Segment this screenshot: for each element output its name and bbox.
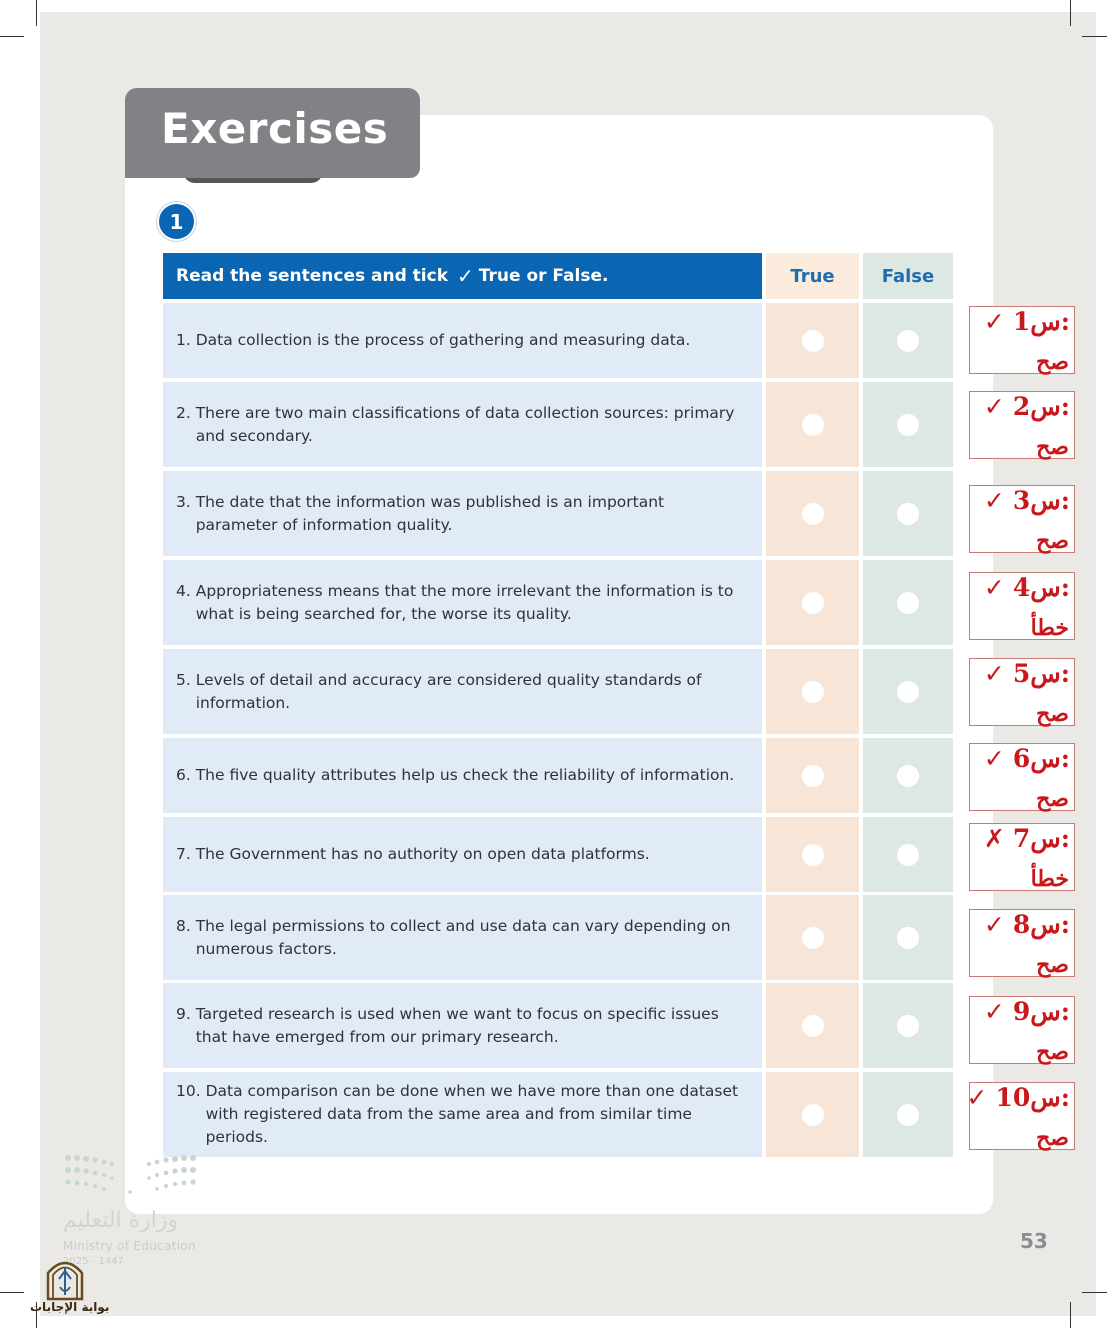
question-statement: The five quality attributes help us check the reliability of information. [195, 766, 735, 784]
question-cell [163, 895, 762, 980]
instruction-text-end: True or False. [478, 266, 609, 286]
answer-label: س3: [1012, 486, 1070, 515]
question-number: 7. [176, 845, 196, 863]
question-statement: The legal permissions to collect and use data can vary depending on numerous factors. [195, 916, 731, 958]
question-row [163, 1072, 953, 1157]
false-cell [863, 382, 953, 467]
false-cell [863, 983, 953, 1068]
crop-mark [0, 1292, 24, 1293]
answer-header [984, 744, 1070, 773]
true-cell [766, 738, 859, 813]
answer-mark-icon: ✓ [983, 392, 1005, 421]
false-radio[interactable] [897, 1104, 919, 1126]
crop-mark [0, 36, 24, 37]
question-cell [163, 649, 762, 734]
true-cell [766, 817, 859, 892]
false-radio[interactable] [897, 681, 919, 703]
answer-header [984, 573, 1070, 602]
ministry-name-arabic: وزارة التعليم [63, 1208, 179, 1233]
question-statement: Data collection is the process of gathering and measuring data. [195, 331, 691, 349]
answer-header [984, 997, 1070, 1026]
true-column-header: True [766, 253, 859, 299]
question-text [176, 1080, 751, 1149]
false-cell [863, 303, 953, 378]
question-number: 3. [176, 492, 196, 511]
false-cell [863, 649, 953, 734]
false-radio[interactable] [897, 330, 919, 352]
false-radio[interactable] [897, 927, 919, 949]
instruction-header [163, 253, 762, 299]
answer-word: صح [1036, 1039, 1069, 1065]
true-cell [766, 303, 859, 378]
true-cell [766, 895, 859, 980]
answer-word: خطأ [1030, 615, 1069, 641]
answer-header [984, 910, 1070, 939]
question-statement: The Government has no authority on open data platforms. [195, 845, 650, 863]
question-row [163, 303, 953, 378]
question-row [163, 983, 953, 1068]
question-statement: The date that the information was published is an important parameter of information quality. [195, 492, 665, 534]
portal-logo-icon [30, 1255, 100, 1303]
question-cell [163, 1072, 762, 1157]
answer-box [969, 306, 1075, 374]
question-row [163, 649, 953, 734]
crop-mark [36, 0, 37, 26]
answer-header [984, 486, 1070, 515]
page-number: 53 [1020, 1229, 1048, 1253]
answer-box [969, 658, 1075, 726]
question-number: 10. [176, 1082, 206, 1100]
answer-header [966, 1083, 1070, 1112]
question-cell [163, 817, 762, 892]
answer-box [969, 823, 1075, 891]
question-row [163, 817, 953, 892]
checkmark-icon: ✓ [457, 264, 474, 288]
answer-mark-icon: ✓ [983, 744, 1005, 773]
false-radio[interactable] [897, 844, 919, 866]
true-radio[interactable] [802, 330, 824, 352]
answer-header [984, 392, 1070, 421]
false-cell [863, 1072, 953, 1157]
true-radio[interactable] [802, 592, 824, 614]
question-text [176, 1003, 751, 1049]
question-statement: Data comparison can be done when we have more than one dataset with registered data from the same area and from similar time periods. [205, 1082, 739, 1146]
question-row [163, 560, 953, 645]
crop-mark [1082, 36, 1107, 37]
ministry-name-english: Ministry of Education [63, 1239, 196, 1253]
true-radio[interactable] [802, 681, 824, 703]
false-cell [863, 471, 953, 556]
question-number: 5. [176, 670, 196, 689]
true-radio[interactable] [802, 1104, 824, 1126]
answer-box [969, 996, 1075, 1064]
question-cell [163, 382, 762, 467]
question-statement: Levels of detail and accuracy are considered quality standards of information. [195, 670, 702, 712]
crop-mark [1082, 1292, 1107, 1293]
question-statement: Targeted research is used when we want to focus on specific issues that have emerged from our primary research. [195, 1004, 719, 1046]
false-radio[interactable] [897, 1015, 919, 1037]
true-cell [766, 382, 859, 467]
answer-box [969, 743, 1075, 811]
question-number: 8. [176, 916, 196, 935]
answer-label: س7: [1012, 824, 1070, 853]
false-cell [863, 738, 953, 813]
answer-label: س4: [1012, 573, 1070, 602]
answer-box [969, 572, 1075, 640]
ministry-years: 2025 - 1447 [63, 1256, 124, 1267]
false-cell [863, 817, 953, 892]
answer-label: س2: [1012, 392, 1070, 421]
false-radio[interactable] [897, 503, 919, 525]
false-cell [863, 895, 953, 980]
question-text [176, 491, 751, 537]
answer-mark-icon: ✗ [983, 824, 1005, 853]
true-cell [766, 649, 859, 734]
question-text [176, 669, 751, 715]
question-statement: There are two main classifications of data collection sources: primary and secondary. [195, 403, 735, 445]
question-text [176, 402, 751, 448]
crop-mark [1070, 0, 1071, 26]
question-text [176, 329, 690, 352]
false-radio[interactable] [897, 765, 919, 787]
instruction-text: Read the sentences and tick [176, 266, 449, 286]
answer-header [984, 659, 1070, 688]
answer-label: س9: [1012, 997, 1070, 1026]
true-radio[interactable] [802, 765, 824, 787]
true-radio[interactable] [802, 927, 824, 949]
true-radio[interactable] [802, 844, 824, 866]
question-statement: Appropriateness means that the more irrelevant the information is to what is being searched for, the worse its quality. [195, 581, 734, 623]
ministry-logo-dots [62, 1150, 202, 1200]
answer-word: صح [1036, 786, 1069, 812]
answer-word: خطأ [1030, 866, 1069, 892]
answer-mark-icon: ✓ [983, 910, 1005, 939]
question-number: 9. [176, 1004, 196, 1023]
question-text [176, 764, 734, 787]
question-row [163, 382, 953, 467]
question-cell [163, 560, 762, 645]
answer-word: صح [1036, 528, 1069, 554]
question-row [163, 895, 953, 980]
false-radio[interactable] [897, 592, 919, 614]
question-cell [163, 471, 762, 556]
answer-box [969, 909, 1075, 977]
true-cell [766, 983, 859, 1068]
answer-box [969, 391, 1075, 459]
true-cell [766, 560, 859, 645]
answer-mark-icon: ✓ [983, 997, 1005, 1026]
exercise-number-badge: 1 [159, 204, 194, 239]
answer-word: صح [1036, 434, 1069, 460]
answer-label: س10: [995, 1083, 1070, 1112]
answer-header [984, 307, 1070, 336]
false-radio[interactable] [897, 414, 919, 436]
answer-mark-icon: ✓ [983, 307, 1005, 336]
answer-label: س5: [1012, 659, 1070, 688]
answer-box [966, 1082, 1075, 1151]
answer-word: صح [1036, 349, 1069, 375]
true-radio[interactable] [802, 414, 824, 436]
true-cell [766, 471, 859, 556]
answer-mark-icon: ✓ [983, 486, 1005, 515]
true-radio[interactable] [802, 1015, 824, 1037]
question-cell [163, 303, 762, 378]
question-cell [163, 983, 762, 1068]
question-text [176, 915, 751, 961]
question-number: 1. [176, 331, 196, 349]
answer-label: س8: [1012, 910, 1070, 939]
portal-name: بوابة الإجابات [30, 1300, 110, 1314]
answer-mark-icon: ✓ [983, 573, 1005, 602]
question-row [163, 738, 953, 813]
answer-word: صح [1036, 1125, 1069, 1151]
question-number: 4. [176, 581, 196, 600]
question-row [163, 471, 953, 556]
false-cell [863, 560, 953, 645]
question-text [176, 580, 751, 626]
question-text [176, 843, 650, 866]
question-cell [163, 738, 762, 813]
answer-word: صح [1036, 952, 1069, 978]
answer-word: صح [1036, 701, 1069, 727]
answer-label: س6: [1012, 744, 1070, 773]
answer-mark-icon: ✓ [966, 1083, 988, 1112]
answer-label: س1: [1012, 307, 1070, 336]
answer-box [969, 485, 1075, 553]
exercises-title: Exercises [161, 104, 389, 153]
answer-mark-icon: ✓ [983, 659, 1005, 688]
false-column-header: False [863, 253, 953, 299]
crop-mark [1070, 1302, 1071, 1328]
true-radio[interactable] [802, 503, 824, 525]
question-number: 2. [176, 403, 196, 422]
question-number: 6. [176, 766, 196, 784]
true-cell [766, 1072, 859, 1157]
answer-header [984, 824, 1070, 853]
